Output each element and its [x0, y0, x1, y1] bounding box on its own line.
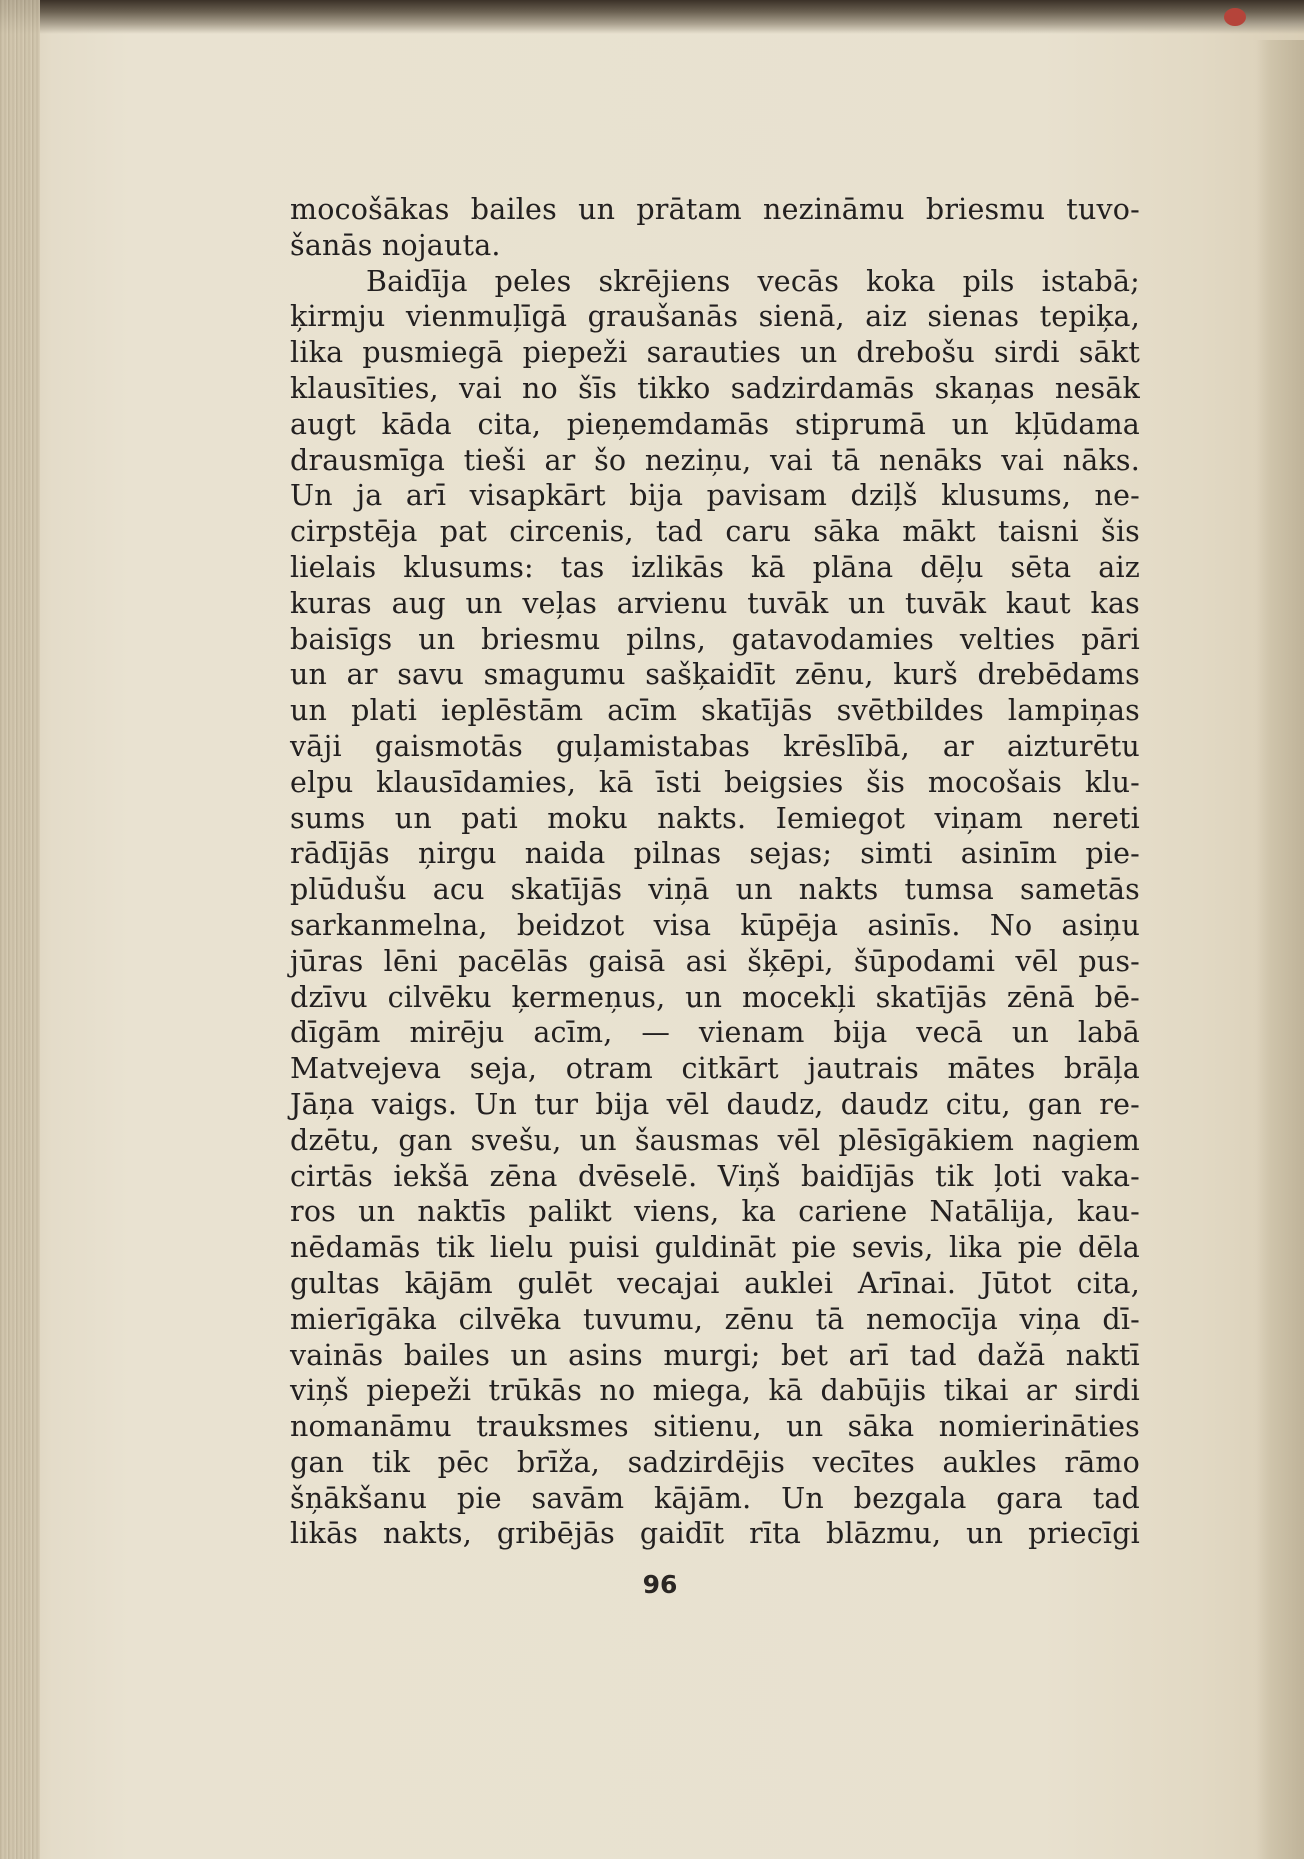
text-line: plūdušu acu skatījās viņā un nakts tumsa sametās	[290, 873, 1140, 907]
text-line: dīgām mirēju acīm, — vienam bija vecā un labā	[290, 1016, 1140, 1050]
text-line: jūras lēni pacēlās gaisā asi šķēpi, šūpodami vēl pus-	[290, 944, 1140, 978]
text-line: baisīgs un briesmu pilns, gatavodamies velties pāri	[290, 622, 1140, 656]
text-line: vainās bailes un asins murgi; bet arī tad dažā naktī	[290, 1338, 1140, 1372]
text-line: sarkanmelna, beidzot visa kūpēja asinīs. No asiņu	[290, 908, 1140, 942]
text-line: klausīties, vai no šīs tikko sadzirdamās skaņas nesāk	[290, 371, 1140, 405]
text-line: viņš piepeži trūkās no miega, kā dabūjis tikai ar sirdi	[290, 1374, 1140, 1408]
text-line: un plati ieplēstām acīm skatījās svētbildes lampiņas	[290, 694, 1140, 728]
text-line: ķirmju vienmuļīgā graušanās sienā, aiz sienas tepiķa,	[290, 300, 1140, 334]
text-line: dzīvu cilvēku ķermeņus, un mocekļi skatījās zēnā bē-	[290, 980, 1140, 1014]
text-line: un ar savu smagumu sašķaidīt zēnu, kurš drebēdams	[290, 658, 1140, 692]
text-line: lielais klusums: tas izlikās kā plāna dēļu sēta aiz	[290, 550, 1140, 584]
text-line: kuras aug un veļas arvienu tuvāk un tuvāk kaut kas	[290, 586, 1140, 620]
text-line: nēdamās tik lielu puisi guldināt pie sevis, lika pie dēla	[290, 1231, 1140, 1265]
text-line: sums un pati moku nakts. Iemiegot viņam nereti	[290, 801, 1140, 835]
text-line: nomanāmu trauksmes sitienu, un sāka nomierināties	[290, 1410, 1140, 1444]
page-right-edge	[1256, 40, 1304, 1859]
text-line: mocošākas bailes un prātam nezināmu briesmu tuvo-	[290, 193, 1140, 226]
text-line: cirpstēja pat circenis, tad caru sāka mākt taisni šis	[290, 515, 1140, 549]
text-line: Un ja arī visapkārt bija pavisam dziļš klusums, ne-	[290, 479, 1140, 513]
page-number: 96	[642, 1570, 678, 1599]
text-line: augt kāda cita, pieņemdamās stiprumā un kļūdama	[290, 407, 1140, 441]
text-line: rādījās ņirgu naida pilnas sejas; simti asinīm pie-	[290, 837, 1140, 871]
corner-stain	[1224, 8, 1246, 26]
text-line: Baidīja peles skrējiens vecās koka pils istabā;	[366, 264, 1140, 298]
text-line: vāji gaismotās guļamistabas krēslībā, ar aizturētu	[290, 729, 1140, 763]
paragraph	[290, 192, 1140, 264]
text-line: mierīgāka cilvēka tuvumu, zēnu tā nemocīja viņa dī-	[290, 1302, 1140, 1336]
text-line: šanās nojauta.	[290, 228, 501, 262]
body-text	[290, 192, 1140, 1552]
page-top-edge	[0, 0, 1304, 34]
text-line: likās nakts, gribējās gaidīt rīta blāzmu, un priecīgi	[290, 1517, 1140, 1551]
text-line: šņākšanu pie savām kājām. Un bezgala gara tad	[290, 1481, 1140, 1515]
text-line: elpu klausīdamies, kā īsti beigsies šis mocošais klu-	[290, 765, 1140, 799]
text-line: cirtās iekšā zēna dvēselē. Viņš baidījās tik ļoti vaka-	[290, 1159, 1140, 1193]
text-line: gultas kājām gulēt vecajai auklei Arīnai. Jūtot cita,	[290, 1266, 1140, 1300]
text-line: Matvejeva seja, otram citkārt jautrais mātes brāļa	[290, 1052, 1140, 1086]
text-line: lika pusmiegā piepeži sarauties un drebošu sirdi sākt	[290, 336, 1140, 370]
text-line: drausmīga tieši ar šo neziņu, vai tā nenāks vai nāks.	[290, 443, 1140, 477]
text-line: Jāņa vaigs. Un tur bija vēl daudz, daudz citu, gan re-	[290, 1087, 1140, 1121]
page-gutter-edge	[0, 0, 40, 1859]
text-line: dzētu, gan svešu, un šausmas vēl plēsīgākiem nagiem	[290, 1123, 1140, 1157]
text-line: ros un naktīs palikt viens, ka cariene Natālija, kau-	[290, 1195, 1140, 1229]
paragraph	[290, 264, 1140, 1553]
text-line: gan tik pēc brīža, sadzirdējis vecītes aukles rāmo	[290, 1445, 1140, 1479]
